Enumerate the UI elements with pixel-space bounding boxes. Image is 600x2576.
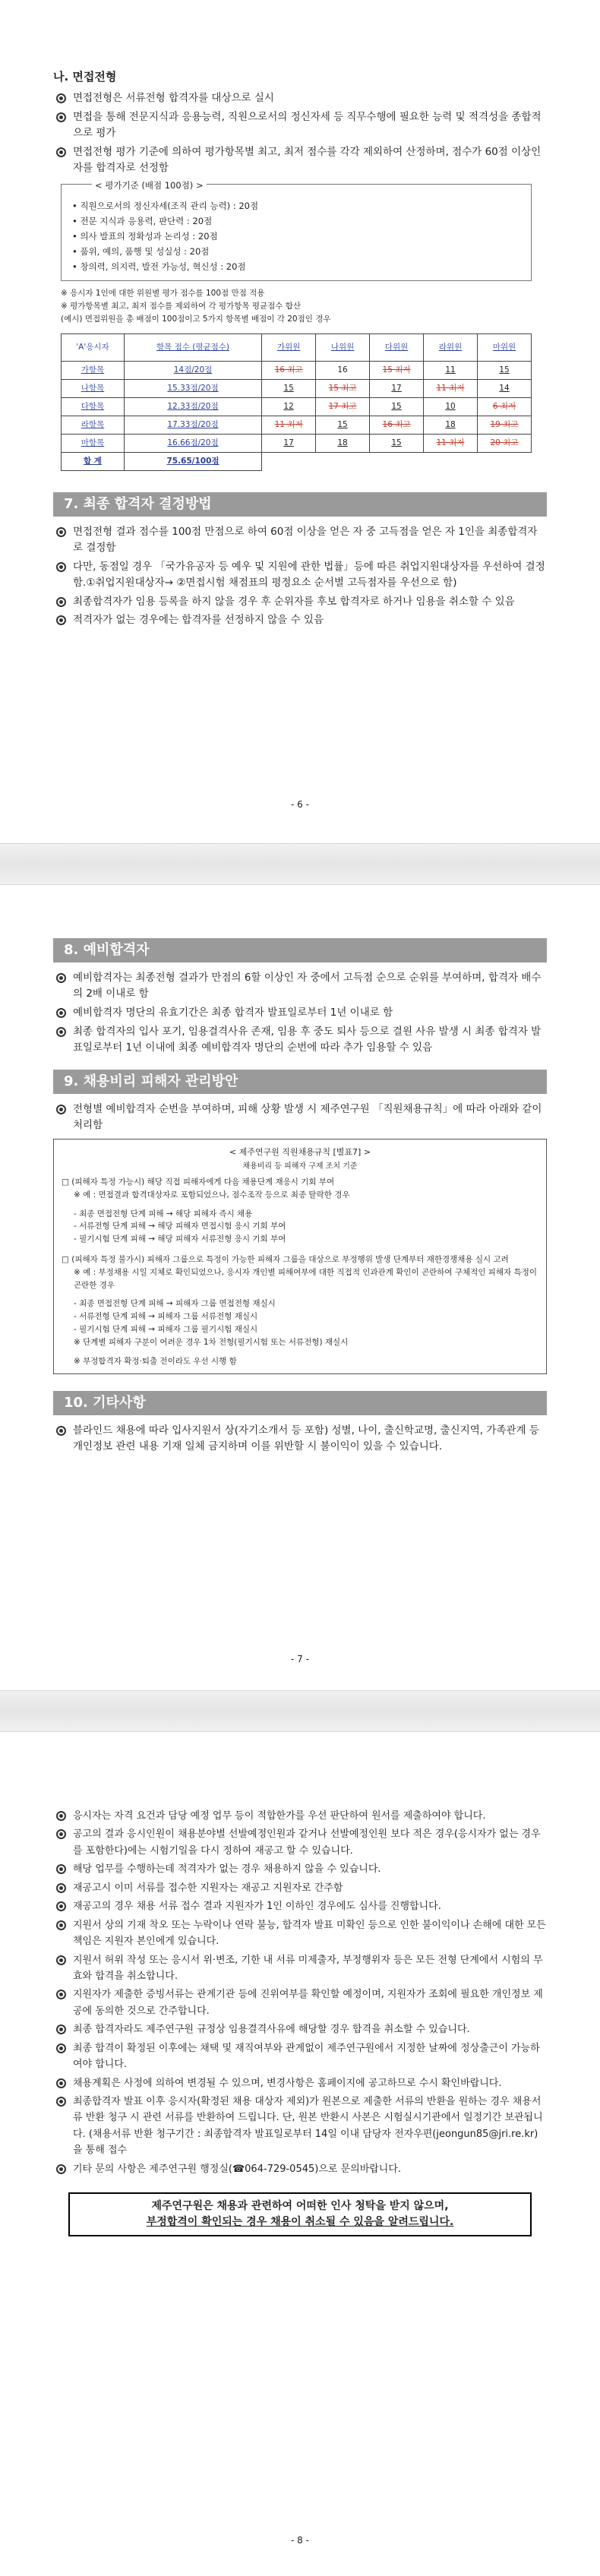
table-cell: 11 최저: [424, 434, 478, 452]
rule-line: - 최종 면접전형 단계 피해 → 피해자 그룹 면접전형 재실시: [74, 1299, 276, 1309]
rule-line: □ (피해자 특정 가능시) 해당 직접 피해자에게 다음 채용단계 재응시 기회 부여: [62, 1177, 335, 1187]
table-cell: 15: [370, 434, 424, 452]
rule-line: - 서류전형 단계 피해 → 해당 피해자 면접시험 응시 기회 부여: [74, 1222, 286, 1231]
bullet-icon: [56, 93, 66, 103]
bullet-item: [53, 1861, 547, 1877]
bullet-icon: [56, 2164, 66, 2174]
page6-content: [53, 68, 547, 631]
page-separator: [0, 1690, 600, 1732]
notice-line: 부정합격이 확인되는 경우 채용이 취소될 수 있음을 알려드립니다.: [146, 2216, 454, 2229]
bullet-icon: [56, 615, 66, 625]
criteria-title: < 평가기준 (배점 100점) >: [92, 178, 207, 193]
table-total-row: [62, 452, 532, 470]
document-page-8: [0, 1732, 600, 2576]
rule-line: - 서류전형 단계 피해 → 피해자 그룹 서류전형 재실시: [74, 1312, 258, 1322]
bullet-icon: [56, 1883, 66, 1893]
row-name: 가항목: [62, 361, 125, 379]
table-cell: 18: [316, 434, 370, 452]
note-line: ※ 응시자 1인에 대한 위원별 평가 점수를 100점 만점 적용: [61, 289, 265, 299]
bullet-text: 예비합격자는 최종전형 결과가 만점의 6할 이상인 자 중에서 고득점 순으로 순위를 부여하며, 합격자 배수의 2배 이내로 함: [73, 972, 542, 1000]
row-name: 라항목: [62, 416, 125, 434]
total-label: 합 계: [62, 452, 125, 470]
bullet-text: 기타 문의 사항은 제주연구원 행정실(☎064-729-0545)으로 문의바랍니다.: [73, 2163, 402, 2175]
bullet-icon: [56, 1829, 66, 1839]
notes: [61, 287, 547, 325]
table-cell: 19 최고: [477, 416, 531, 434]
bullet-icon: [56, 147, 66, 157]
section-9-header: 9. 채용비리 피해자 관리방안: [53, 1070, 547, 1094]
table-cell: 18: [424, 416, 478, 434]
table-cell: 11: [424, 361, 478, 379]
bullet-icon: [56, 1811, 66, 1821]
bullet-text: 면접전형 평가 기준에 의하여 평가항목별 최고, 최저 점수를 각각 제외하여 산정하며, 점수가 60점 이상인 자를 합격자로 선정함: [73, 146, 542, 174]
page-number: - 6 -: [291, 799, 309, 810]
table-cell: 16: [316, 361, 370, 379]
bullet-icon: [56, 597, 66, 607]
criteria-text: 전문 지식과 응용력, 판단력 : 20점: [80, 215, 213, 226]
bullet-text: 최종 합격자라도 제주연구원 규정상 임용결격사유에 해당할 경우 합격을 취소할 수 있습니다.: [73, 2024, 470, 2036]
table-empty: [262, 452, 532, 470]
bullet-item: [53, 1005, 547, 1021]
table-row: [62, 379, 532, 397]
bullet-icon: [56, 562, 66, 572]
bullet-item: [53, 524, 547, 556]
table-header: 'A'응시자: [62, 333, 125, 361]
table-cell: 11 최저: [424, 379, 478, 397]
rule-subtitle: 채용비리 등 피해자 구제 조치 기준: [242, 1162, 358, 1171]
bullet-item: [53, 594, 547, 610]
rule-spacer: [62, 1349, 538, 1355]
table-header: 라위원: [424, 333, 478, 361]
section-9-bullets: [53, 1102, 547, 1133]
criteria-item: • 전문 지식과 응용력, 판단력 : 20점: [72, 215, 213, 226]
section-7-bullets: [53, 524, 547, 629]
table-header: 가위원: [262, 333, 316, 361]
bullet-text: 전형별 예비합격자 순번을 부여하며, 피해 상황 발생 시 제주연구원 「직원채용규칙」에 따라 아래와 같이 처리함: [73, 1102, 542, 1131]
table-row: [62, 416, 532, 434]
bullet-icon: [56, 1920, 66, 1930]
page-separator: [0, 843, 600, 885]
bullet-text: 해당 업무를 수행하는데 적격자가 없는 경우 채용하지 않을 수 있습니다.: [73, 1863, 381, 1876]
bullet-text: 면접전형 결과 점수를 100점 만점으로 하여 60점 이상을 얻은 자 중 고득점을 얻은 자 1인을 최종합격자로 결정함: [73, 525, 538, 554]
rule-line: ※ 예 : 면접결과 합격대상자로 포함되었으나, 점수조작 등으로 최종 탈락한 경우: [74, 1190, 350, 1199]
bullet-text: 최종합격자 발표 이후 응시자(확정된 채용 대상자 제외)가 원본으로 제출한 서류의 반환을 원하는 경우 채용서류 반환 청구 시 관련 서류를 반환하여 드립니다. 단, 원본 반환시 사본은 시험실시기관에서 일정기간 보관됩니다. (채용서류 반환 청구기간 : 최종합격자 발표일로부터 14일 이내 담당자 전자우편(jeongun85@jri.re.kr)을 통해 접수: [73, 2096, 543, 2157]
bullet-item: [53, 109, 547, 141]
row-name: 마항목: [62, 434, 125, 452]
page7-content: [53, 931, 547, 1458]
section-8-bullets: [53, 970, 547, 1056]
row-name: 나항목: [62, 379, 125, 397]
table-cell: 12: [262, 397, 316, 416]
rule-line: - 최종 면접전형 단계 피해 → 해당 피해자 즉시 채용: [74, 1209, 253, 1218]
bullet-text: 면접을 통해 전문지식과 응용능력, 직원으로서의 정신자세 등 직무수행에 필요한 능력 및 적격성을 종합적으로 평가: [73, 111, 542, 140]
table-cell: 17: [370, 379, 424, 397]
table-cell: 16 최고: [262, 361, 316, 379]
section-10-bullets: [53, 1423, 547, 1455]
bullet-item: [53, 559, 547, 591]
rule-spacer: [62, 1202, 538, 1208]
row-avg: 12.33점/20점: [124, 397, 261, 416]
page8-content: [53, 1808, 547, 2236]
bullet-icon: [56, 1901, 66, 1911]
bullet-icon: [56, 2024, 66, 2034]
table-row: [62, 434, 532, 452]
document-page-6: [0, 0, 600, 843]
rule-box: [53, 1139, 547, 1374]
row-avg: 17.33점/20점: [124, 416, 261, 434]
bullet-text: 지원서 허위 작성 또는 응시서 위·변조, 기한 내 서류 미제출자, 부정행위자 등은 모든 전형 단계에서 시험의 무효와 합격을 취소합니다.: [73, 1954, 543, 1982]
table-header: 항목 점수 (평균점수): [124, 333, 261, 361]
bullet-text: 지원서 상의 기재 착오 또는 누락이나 연락 불능, 합격자 발표 미확인 등으로 인한 불이익이나 손해에 대한 모든 책임은 지원자 본인에게 있습니다.: [73, 1919, 546, 1948]
table-cell: 6 최저: [477, 397, 531, 416]
bullet-item: [53, 970, 547, 1002]
bullet-icon: [56, 112, 66, 122]
bullet-text: 예비합격자 명단의 유효기간은 최종 합격자 발표일로부터 1년 이내로 함: [73, 1006, 393, 1019]
bullet-text: 최종합격자가 임용 등록을 하지 않을 경우 후 순위자를 후보 합격자로 하거나 임용을 취소할 수 있음: [73, 595, 515, 608]
section-8-header: 8. 예비합격자: [53, 938, 547, 962]
bullet-icon: [56, 973, 66, 983]
table-cell: 15 최고: [316, 379, 370, 397]
table-cell: 15: [370, 397, 424, 416]
table-cell: 15: [477, 361, 531, 379]
criteria-item: • 창의력, 의지력, 발전 가능성, 혁신성 : 20점: [72, 261, 246, 273]
bullet-icon: [56, 1426, 66, 1436]
criteria-text: 창의력, 의지력, 발전 가능성, 혁신성 : 20점: [80, 261, 246, 273]
notice-box: [68, 2192, 532, 2236]
table-header: 마위원: [477, 333, 531, 361]
bullet-icon: [56, 1864, 66, 1874]
bullet-text: 채용계획은 사정에 의하여 변경될 수 있으며, 변경사항은 홈페이지에 공고하므로 수시 확인바랍니다.: [73, 2077, 502, 2089]
criteria-item: • 직원으로서의 정신자세(조직 관리 능력) : 20점: [72, 200, 259, 211]
bullet-item: [53, 2161, 547, 2177]
bullet-icon: [56, 2078, 66, 2088]
bullet-item: [53, 1423, 547, 1455]
table-row: [62, 361, 532, 379]
bullet-item: [53, 2075, 547, 2091]
notice-line: 제주연구원은 채용과 관련하여 어떠한 인사 청탁을 받지 않으며,: [151, 2200, 449, 2213]
criteria-text: 직원으로서의 정신자세(조직 관리 능력) : 20점: [80, 200, 259, 211]
bullet-item: [53, 1952, 547, 1985]
table-row: [62, 397, 532, 416]
bullet-text: 응시자는 자격 요건과 담당 예정 업무 등이 적합한가를 우선 판단하여 원서를 제출하여야 합니다.: [73, 1810, 486, 1822]
rule-line: - 필기시험 단계 피해 → 피해자 그룹 필기시험 재실시: [74, 1325, 258, 1335]
criteria-box: [61, 179, 532, 282]
table-cell: 17: [262, 434, 316, 452]
bullet-item: [53, 90, 547, 106]
section-7-header: 7. 최종 합격자 결정방법: [53, 492, 547, 517]
note-line: (예시) 면접위원을 총 배점이 100점이고 5가지 항목별 배점이 각 20점인 경우: [61, 314, 331, 324]
criteria-text: 품위, 예의, 품행 및 성실성 : 20점: [80, 246, 210, 258]
bullet-icon: [56, 1955, 66, 1965]
bullet-item: [53, 1808, 547, 1824]
subsection-title-interview: 나. 면접전형: [53, 70, 117, 84]
note-line: ※ 평가항목별 최고, 최저 점수를 제외하여 각 평가항목 평균점수 합산: [61, 302, 302, 311]
bullet-item: [53, 1880, 547, 1896]
row-avg: 14점/20점: [124, 361, 261, 379]
bullet-item: [53, 1102, 547, 1133]
bullet-icon: [56, 1027, 66, 1037]
bullet-icon: [56, 2043, 66, 2053]
table-cell: 15: [262, 379, 316, 397]
table-header: 나위원: [316, 333, 370, 361]
bullet-text: 지원자가 제출한 증빙서류는 관계기관 등에 진위여부를 확인할 예정이며, 지원자가 조회에 필요한 개인정보 제공에 동의한 것으로 간주합니다.: [73, 1989, 543, 2017]
rule-title: < 제주연구원 직원채용규칙 [별표7] >: [229, 1147, 371, 1158]
row-name: 다항목: [62, 397, 125, 416]
table-cell: 14: [477, 379, 531, 397]
bullet-text: 블라인드 채용에 따라 입사지원서 상(자기소개서 등 포함) 성별, 나이, 출신학교명, 출신지역, 가족관계 등 개인정보 관련 내용 기재 일체 금지하며 이를 위반할 시 불이익이 있을 수 있습니다.: [73, 1424, 539, 1453]
bullet-item: [53, 2021, 547, 2037]
rule-spacer: [62, 1246, 538, 1253]
rule-line: ※ 부정합격자 확정·퇴출 전이라도 우선 시행 함: [74, 1356, 237, 1366]
bullet-icon: [56, 1105, 66, 1114]
rule-line: ※ 단계별 피해자 구분이 어려운 경우 1차 전형(필기시험 또는 서류전형) 재실시: [74, 1337, 349, 1347]
bullet-item: [53, 612, 547, 628]
bullet-text: 다만, 동점일 경우 「국가유공자 등 예우 및 지원에 관한 법률」등에 따른 취업지원대상자를 우선하여 결정함.①취업지원대상자→ ②면접시험 채점표의 평정요소 순서별 고득점자를 우선으로 함): [73, 560, 545, 589]
rule-line: □ (피해자 특정 불가시) 피해자 그룹으로 특정이 가능한 피해자 그룹을 대상으로 부정행위 발생 단계부터 재한경쟁채용 실시 고려: [62, 1255, 509, 1265]
page-number: - 8 -: [291, 2535, 309, 2546]
table-cell: 16 최고: [370, 416, 424, 434]
table-cell: 20 최고: [477, 434, 531, 452]
bullet-item: [53, 1826, 547, 1859]
bullet-text: 면접전형은 서류전형 합격자를 대상으로 실시: [73, 92, 274, 105]
table-cell: 11 최저: [262, 416, 316, 434]
bullet-icon: [56, 1008, 66, 1018]
bullet-item: [53, 1024, 547, 1056]
bullet-text: 재공고의 경우 채용 서류 접수 결과 지원자가 1인 이하인 경우에도 심사를 진행합니다.: [73, 1901, 441, 1913]
criteria-text: 의사 발표의 정확성과 논리성 : 20점: [80, 231, 218, 242]
row-avg: 16.66점/20점: [124, 434, 261, 452]
document-page-7: [0, 885, 600, 1690]
bullet-item: [53, 1898, 547, 1914]
bullet-text: 최종 합격이 확정된 이후에는 채택 및 재직여부와 관계없이 제주연구원에서 지정한 날짜에 정상출근이 가능하여야 합니다.: [73, 2042, 540, 2071]
table-cell: 10: [424, 397, 478, 416]
bullet-icon: [56, 2097, 66, 2107]
bullet-icon: [56, 527, 66, 537]
score-table: [61, 333, 532, 471]
table-header: 다위원: [370, 333, 424, 361]
bullet-text: 적격자가 없는 경우에는 합격자를 선정하지 않을 수 있음: [73, 614, 324, 627]
page-number: - 7 -: [291, 1654, 309, 1664]
section-10-header: 10. 기타사항: [53, 1391, 547, 1415]
bullet-text: 재공고시 이미 서류를 접수한 지원자는 재공고 지원자로 간주함: [73, 1882, 343, 1894]
bullet-item: [53, 1917, 547, 1950]
rule-line: - 필기시험 단계 피해 → 해당 피해자 서류전형 응시 기회 부여: [74, 1234, 286, 1244]
bullet-item: [53, 1987, 547, 2019]
interview-bullets: [53, 90, 547, 176]
rule-spacer: [62, 1291, 538, 1297]
table-header-row: [62, 333, 532, 361]
bullet-text: 최종 합격자의 입사 포기, 임용결격사유 존재, 임용 후 중도 퇴사 등으로 결원 사유 발생 시 최종 합격자 발표일로부터 1년 이내에 최종 예비합격자 명단의 순번에 따라 추가 임용할 수 있음: [73, 1025, 542, 1054]
bullet-item: [53, 144, 547, 176]
table-cell: 15 최저: [370, 361, 424, 379]
table-cell: 17 최고: [316, 397, 370, 416]
bullet-item: [53, 2040, 547, 2073]
criteria-item: • 의사 발표의 정확성과 논리성 : 20점: [72, 231, 218, 242]
bullet-item: [53, 2094, 547, 2159]
bullet-text: 공고의 결과 응시인원이 채용분야별 선발예정인원과 같거나 선발예정인원 보다 적은 경우(응시자가 없는 경우를 포함한다)에는 시험기일을 다시 정하여 재공고 할 수 있습니다.: [73, 1828, 541, 1857]
criteria-item: • 품위, 예의, 품행 및 성실성 : 20점: [72, 246, 210, 258]
total-value: 75.65/100점: [124, 452, 261, 470]
rule-line: ※ 예 : 부정채용 시일 지체로 확인되었으나, 응시자 개인별 피해여부에 대한 직접적 인과관계 확인이 곤란하여 구체적인 피해자 특정이 곤란한 경우: [74, 1267, 537, 1290]
bullet-icon: [56, 1990, 66, 1999]
row-avg: 15.33점/20점: [124, 379, 261, 397]
table-cell: 15: [316, 416, 370, 434]
